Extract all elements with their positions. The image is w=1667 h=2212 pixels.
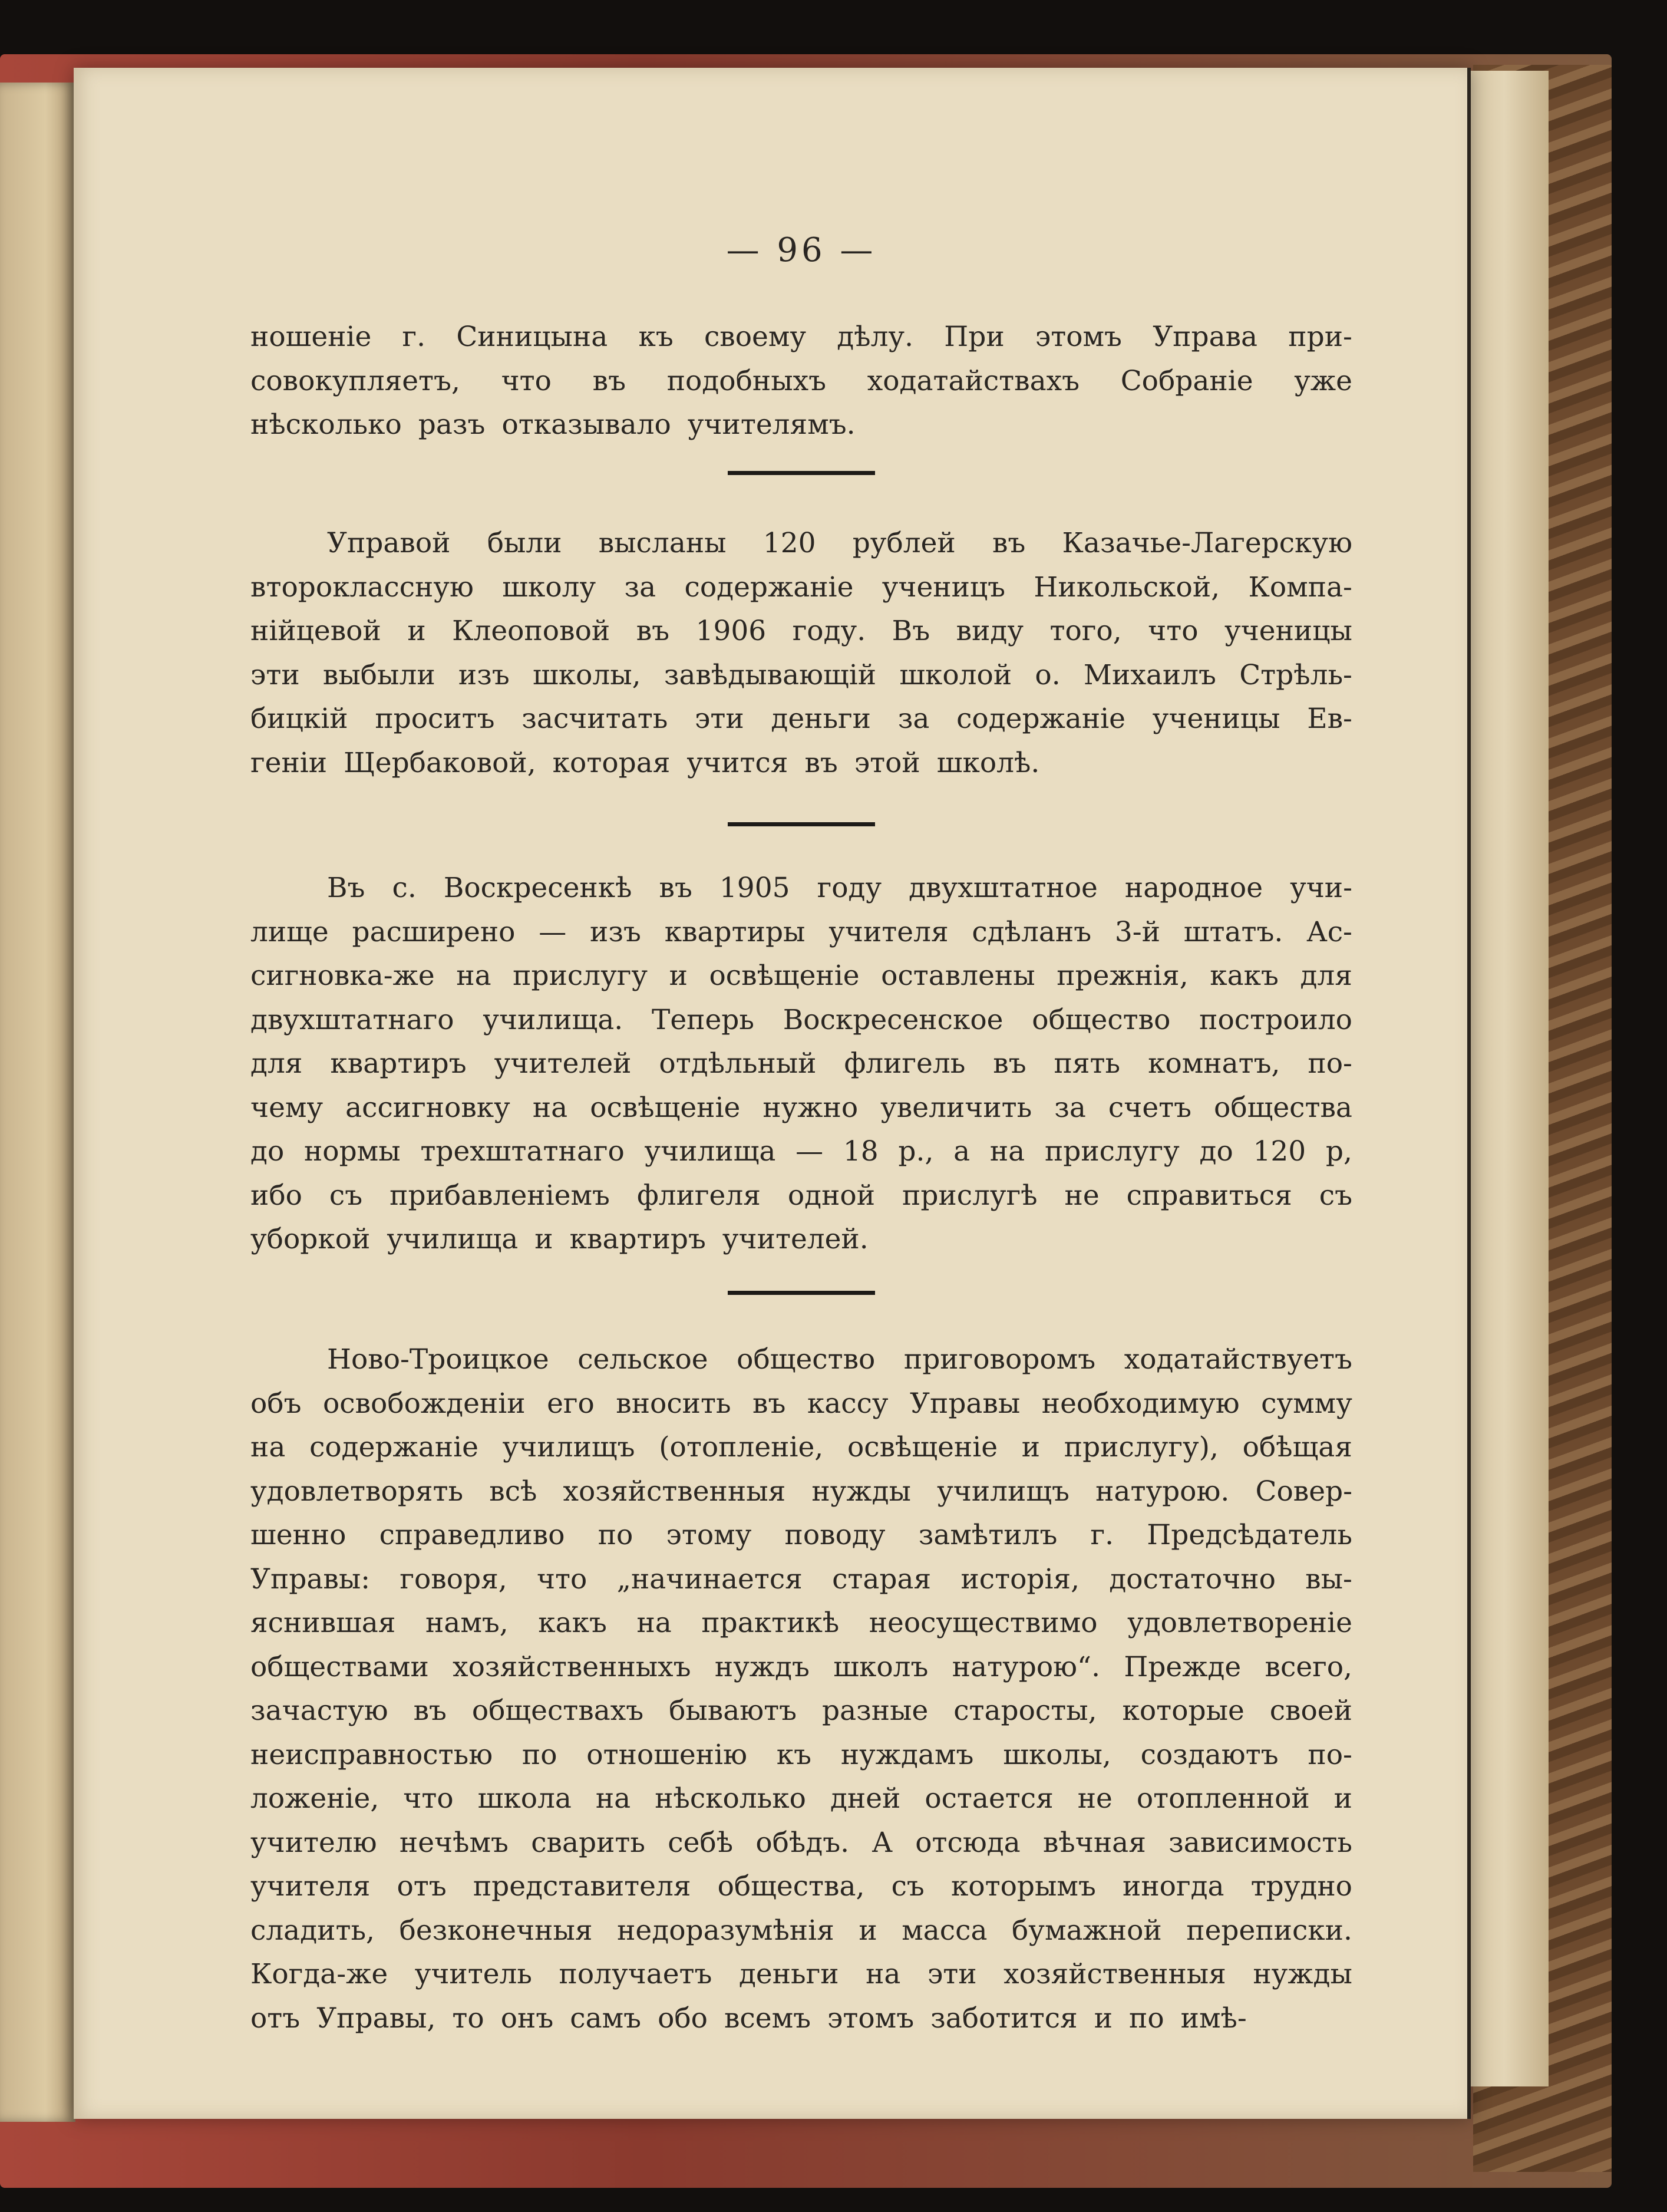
page-number: — 96 — [726,231,877,269]
section-divider-2 [250,822,1352,826]
text-line: чему ассигновку на освѣщеніе нужно увеличить за счетъ общества [250,1091,1352,1124]
text-line: уборкой училища и квартиръ учителей. [250,1223,869,1255]
text-line: Въ с. Воскресенкѣ въ 1905 году двухштатное народное учи- [327,872,1352,904]
text-line: удовлетворять всѣ хозяйственныя нужды училищъ натурою. Совер- [250,1475,1352,1508]
paragraph-4 [250,1338,1352,2040]
paragraph-3 [250,866,1352,1262]
text-line: неисправностью по отношенію къ нуждамъ школы, создаютъ по- [250,1738,1352,1771]
text-line: яснившая намъ, какъ на практикѣ неосуществимо удовлетвореніе [250,1607,1352,1639]
text-line: нѣсколько разъ отказывало учителямъ. [250,408,856,441]
text-line: для квартиръ учителей отдѣльный флигель въ пять комнатъ, по- [250,1047,1352,1080]
text-line: эти выбыли изъ школы, завѣдывающій школой о. Михаилъ Стрѣль- [250,658,1352,691]
text-line: на содержаніе училищъ (отопленіе, освѣщеніе и прислугу), обѣщая [250,1431,1352,1463]
text-line: учителя отъ представителя общества, съ которымъ иногда трудно [250,1870,1352,1903]
book-page [74,68,1471,2119]
text-line: геніи Щербаковой, которая учится въ этой школѣ. [250,746,1040,779]
text-line: сигновка-же на прислугу и освѣщеніе оставлены прежнія, какъ для [250,960,1352,992]
text-line: отъ Управы, то онъ самъ обо всемъ этомъ заботится и по имѣ- [250,2002,1247,2035]
text-line: Управой были высланы 120 рублей въ Казачье-Лагерскую [327,527,1352,559]
text-line: ибо съ прибавленіемъ флигеля одной прислугѣ не справиться съ [250,1179,1352,1212]
page-stack-right [1460,71,1549,2086]
text-line: обществами хозяйственныхъ нуждъ школъ натурою“. Прежде всего, [250,1650,1352,1683]
text-line: второклассную школу за содержаніе ученицъ Никольской, Компа- [250,571,1352,604]
text-line: совокупляетъ, что въ подобныхъ ходатайствахъ Собраніе уже [250,364,1352,397]
text-line: учителю нечѣмъ сварить себѣ обѣдъ. А отсюда вѣчная зависимость [250,1826,1352,1859]
text-line: ношеніе г. Синицына къ своему дѣлу. При этомъ Управа при- [250,321,1352,353]
text-line: ложеніе, что школа на нѣсколько дней остается не отопленной и [250,1782,1352,1815]
text-line: объ освобожденіи его вносить въ кассу Управы необходимую сумму [250,1387,1352,1420]
paragraph-2 [250,522,1352,785]
text-line: двухштатнаго училища. Теперь Воскресенское общество построило [250,1003,1352,1036]
text-line: бицкій проситъ засчитать эти деньги за содержаніе ученицы Ев- [250,703,1352,735]
facing-page-edge [0,83,75,2122]
text-line: Ново-Троицкое сельское общество приговоромъ ходатайствуетъ [327,1343,1352,1376]
text-line: нійцевой и Клеоповой въ 1906 году. Въ виду того, что ученицы [250,615,1352,647]
text-line: Управы: говоря, что „начинается старая исторія, достаточно вы- [250,1562,1352,1595]
paragraph-1 [250,315,1352,447]
text-line: шенно справедливо по этому поводу замѣтилъ г. Предсѣдатель [250,1519,1352,1551]
text-line: сладить, безконечныя недоразумѣнія и масса бумажной переписки. [250,1914,1352,1947]
text-line: Когда-же учитель получаетъ деньги на эти хозяйственныя нужды [250,1958,1352,1990]
text-line: до нормы трехштатнаго училища — 18 р., а на прислугу до 120 р, [250,1135,1352,1168]
text-line: лище расширено — изъ квартиры учителя сдѣланъ 3-й штатъ. Ас- [250,915,1352,948]
section-divider-1 [250,471,1352,475]
section-divider-3 [250,1291,1352,1295]
text-line: зачастую въ обществахъ бываютъ разные старосты, которые своей [250,1695,1352,1727]
